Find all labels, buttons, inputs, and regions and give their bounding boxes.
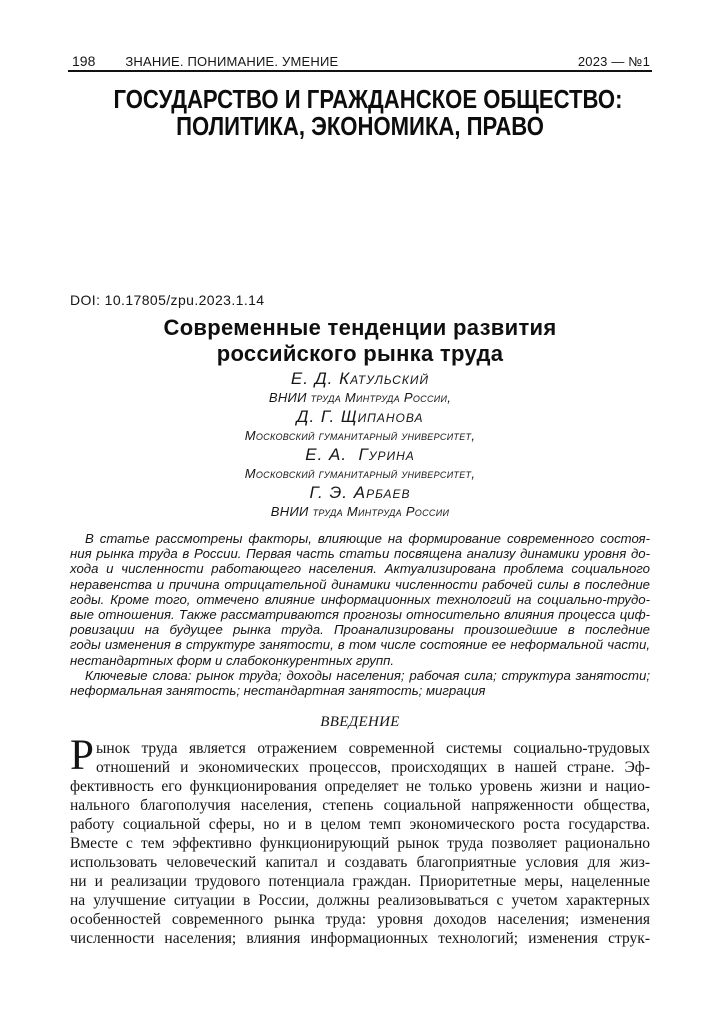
introduction-heading: ВВЕДЕНИЕ bbox=[320, 714, 400, 730]
keywords-text bbox=[70, 668, 650, 698]
page-header bbox=[70, 53, 650, 69]
author-name: Д. Г. Щипанова bbox=[296, 407, 424, 426]
text-line: В статье рассмотрены факторы, влияющие на формирование современного состоя- bbox=[85, 531, 650, 546]
authors-block bbox=[70, 369, 650, 521]
text-line: работу социальной сферы, но и в целом темп экономического роста государства. bbox=[70, 816, 650, 833]
author-name: Е. Д. Катульский bbox=[290, 369, 430, 388]
doi-label: DOI: 10.17805/zpu.2023.1.14 bbox=[70, 292, 265, 308]
header-rule bbox=[68, 70, 652, 72]
text-line: вые отношения. Также рассматриваются прогнозы относительно влияния процесса циф- bbox=[70, 607, 650, 623]
text-line: на улучшение ситуации в России, должны реализовываться с учетом характерных bbox=[70, 892, 650, 909]
author-name: Е. А. Гурина bbox=[305, 445, 415, 464]
article-title-line: российского рынка труда bbox=[216, 341, 504, 366]
section-title-line: ПОЛИТИКА, ЭКОНОМИКА, ПРАВО bbox=[176, 111, 544, 141]
text-line: неформальная занятость; нестандартная занятость; миграция bbox=[70, 683, 486, 699]
text-line: Ключевые слова: рынок труда; доходы населения; рабочая сила; структура занятости; bbox=[85, 668, 650, 683]
abstract-text bbox=[70, 531, 650, 668]
text-line: ния рынка труда в России. Первая часть статьи посвящена анализу динамики уровня до- bbox=[70, 546, 650, 562]
text-line: нального благополучия населения, степень социальной напряженности общества, bbox=[70, 797, 650, 814]
author-affiliation: Московский гуманитарный университет, bbox=[244, 428, 476, 443]
author-affiliation: ВНИИ труда Минтруда России bbox=[270, 504, 450, 519]
page-number: 198 bbox=[72, 53, 96, 69]
author-name: Г. Э. Арбаев bbox=[309, 483, 411, 502]
text-line: Вместе с тем эффективно функционирующий рынок труда позволяет рационально bbox=[70, 835, 650, 852]
issue-label: 2023 — №1 bbox=[577, 54, 650, 69]
author-affiliation: Московский гуманитарный университет, bbox=[244, 466, 476, 481]
journal-title: ЗНАНИЕ. ПОНИМАНИЕ. УМЕНИЕ bbox=[125, 54, 339, 69]
text-line: особенностей современного рынка труда: уровня доходов населения; изменения bbox=[70, 911, 650, 928]
text-line: годы изменения в структуре занятости, в том числе состояние ее неформальной части, bbox=[70, 637, 650, 653]
text-line: использовать человеческий капитал и создавать благоприятные условия для жиз- bbox=[70, 854, 650, 871]
text-line: годы. Кроме того, отмечено влияние информационных технологий на социально-трудо- bbox=[70, 591, 650, 607]
section-title bbox=[70, 86, 650, 140]
author-affiliation: ВНИИ труда Минтруда России, bbox=[268, 390, 452, 405]
text-line: нестандартных форм и слабоконкурентных групп. bbox=[70, 652, 395, 668]
body-lines bbox=[70, 739, 650, 948]
text-line: хода и численности работающего населения. Актуализирована проблема социального bbox=[70, 561, 650, 577]
body-text bbox=[70, 732, 650, 948]
text-line: отношений и экономических процессов, происходящих в нашей стране. Эф- bbox=[96, 759, 650, 776]
text-line: неравенства и причина отрицательной динамики численности рабочей силы в последние bbox=[70, 576, 650, 592]
text-line: численности населения; влияния информационных технологий; изменения струк- bbox=[70, 930, 650, 947]
text-line: ровизации на будущее рынка труда. Проанализированы произошедшие в последние bbox=[70, 622, 650, 638]
text-line: фективность его функционирования определяет не только уровень жизни и нацио- bbox=[70, 778, 650, 795]
article-title bbox=[70, 315, 650, 367]
section-title-line: ГОСУДАРСТВО И ГРАЖДАНСКОЕ ОБЩЕСТВО: bbox=[113, 84, 623, 114]
text-line: ынок труда является отражением современной системы социально-трудовых bbox=[96, 740, 650, 757]
text-line: ни и реализации трудового потенциала граждан. Приоритетные меры, нацеленные bbox=[70, 873, 650, 890]
article-title-line: Современные тенденции развития bbox=[163, 315, 557, 340]
drop-cap: Р bbox=[70, 732, 94, 779]
